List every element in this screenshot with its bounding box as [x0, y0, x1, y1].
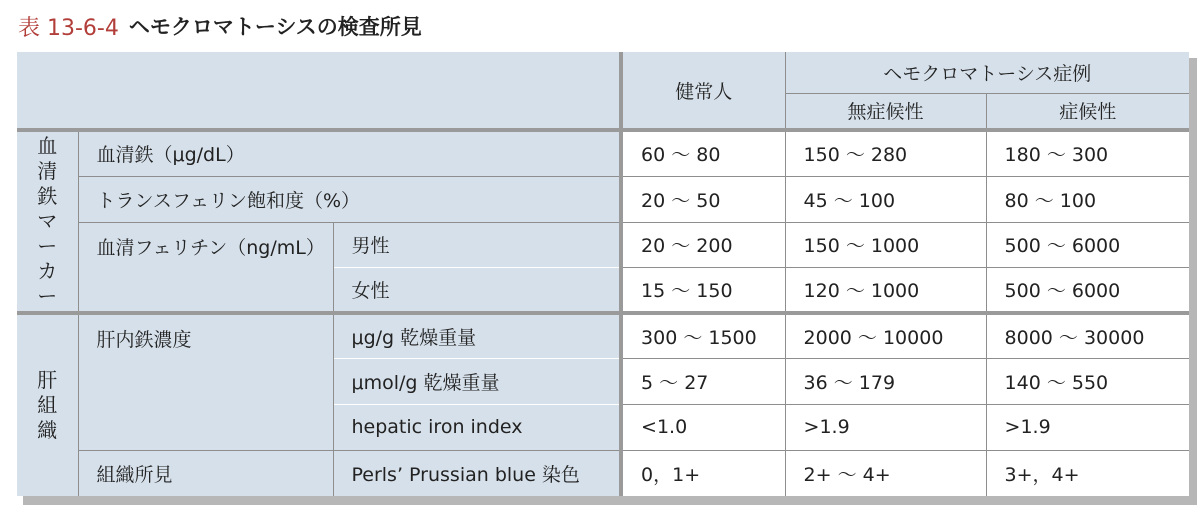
header-hemochromatosis-cases: ヘモクロマトーシス症例	[785, 52, 1189, 93]
cell-healthy: 300 ～ 1500	[621, 313, 785, 358]
cell-symptomatic: 180 ～ 300	[986, 130, 1189, 176]
row-sublabel: Perls’ Prussian blue 染色	[333, 450, 621, 496]
header-symptomatic: 症候性	[986, 93, 1189, 130]
cell-asymptomatic: 36 ～ 179	[785, 358, 986, 404]
cell-healthy: 0，1+	[621, 450, 785, 496]
cell-asymptomatic: 2+ ～ 4+	[785, 450, 986, 496]
table-number: 表 13-6-4	[18, 15, 119, 41]
row-label: 血清フェリチン（ng/mL）	[78, 222, 333, 313]
table-caption	[18, 8, 422, 44]
cell-symptomatic: >1.9	[986, 404, 1189, 450]
cell-asymptomatic: 2000 ～ 10000	[785, 313, 986, 358]
findings-table	[17, 52, 1189, 496]
cell-symptomatic: 500 ～ 6000	[986, 222, 1189, 267]
table-row	[17, 222, 1189, 267]
header-asymptomatic: 無症候性	[785, 93, 986, 130]
group-label-serum-marker	[17, 130, 78, 313]
cell-healthy: 20 ～ 200	[621, 222, 785, 267]
cell-symptomatic: 80 ～ 100	[986, 176, 1189, 222]
cell-healthy: 5 ～ 27	[621, 358, 785, 404]
cell-asymptomatic: 45 ～ 100	[785, 176, 986, 222]
header-corner	[17, 52, 621, 130]
group-text-liver-tissue: 肝 組 織	[37, 368, 58, 442]
row-sublabel: 女性	[333, 267, 621, 313]
cell-symptomatic: 3+，4+	[986, 450, 1189, 496]
group-label-liver-tissue	[17, 313, 78, 496]
cell-asymptomatic: 120 ～ 1000	[785, 267, 986, 313]
row-label: トランスフェリン飽和度（%）	[78, 176, 621, 222]
table-row	[17, 176, 1189, 222]
table-row	[17, 130, 1189, 176]
cell-symptomatic: 140 ～ 550	[986, 358, 1189, 404]
row-sublabel: 男性	[333, 222, 621, 267]
table-row	[17, 450, 1189, 496]
cell-asymptomatic: 150 ～ 1000	[785, 222, 986, 267]
cell-healthy: <1.0	[621, 404, 785, 450]
header-row-1	[17, 52, 1189, 93]
cell-healthy: 15 ～ 150	[621, 267, 785, 313]
row-label: 肝内鉄濃度	[78, 313, 333, 450]
group-text-serum-marker: 血 清 鉄 マ ー カ ー	[37, 134, 58, 308]
row-label: 組織所見	[78, 450, 333, 496]
row-label: 血清鉄（μg/dL）	[78, 130, 621, 176]
row-sublabel: μmol/g 乾燥重量	[333, 358, 621, 404]
cell-symptomatic: 500 ～ 6000	[986, 267, 1189, 313]
table-title: ヘモクロマトーシスの検査所見	[128, 15, 422, 39]
row-sublabel: μg/g 乾燥重量	[333, 313, 621, 358]
cell-symptomatic: 8000 ～ 30000	[986, 313, 1189, 358]
cell-asymptomatic: 150 ～ 280	[785, 130, 986, 176]
table-row	[17, 313, 1189, 358]
cell-asymptomatic: >1.9	[785, 404, 986, 450]
row-sublabel: hepatic iron index	[333, 404, 621, 450]
cell-healthy: 60 ～ 80	[621, 130, 785, 176]
cell-healthy: 20 ～ 50	[621, 176, 785, 222]
header-healthy: 健常人	[621, 52, 785, 130]
